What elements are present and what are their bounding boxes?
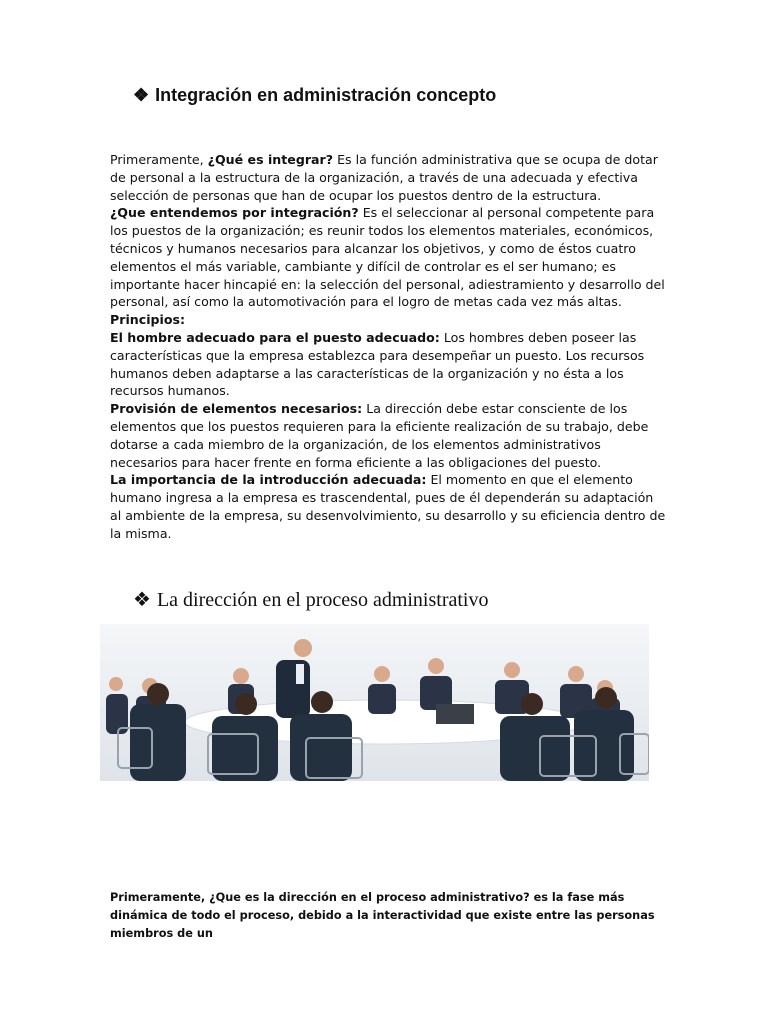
heading-integracion-text: Integración en administración concepto [155, 85, 497, 105]
paragraph-provision [110, 400, 666, 471]
heading-integracion [133, 85, 496, 106]
p4-text: La dirección debe estar consciente de los elementos que los puestos requieren para la eficiente realización de su trabajo, debe dotarse a cada miembro de la organización, de los elementos administrativos necesarios para hacer frente en forma eficiente a las obligaciones del puesto. [110, 401, 649, 470]
p2-bold: ¿Que entendemos por integración? [110, 205, 359, 221]
p1-bold: ¿Qué es integrar? [207, 152, 334, 167]
p3-bold: El hombre adecuado para el puesto adecuado: [110, 329, 440, 345]
paragraph-principios [110, 311, 666, 329]
heading-direccion-text: La dirección en el proceso administrativo [156, 589, 489, 611]
business-meeting-photo [100, 624, 649, 781]
p1-text: Es la función administrativa que se ocupa de dotar de personal a la estructura de la organización, a través de una adecuada y efectiva selección de personas que han de ocupar los puestos dentro de la estructura. [110, 152, 658, 203]
section-integracion-body [110, 151, 666, 543]
diamond-bullet-icon: ❖ [133, 589, 151, 611]
p2-text: Es el seleccionar al personal competente para los puestos de la organización; es reunir todos los elementos materiales, económicos, técnicos y humanos necesarios para alcanzar los objetivos, y como de éstos cuatro elementos el más variable, cambiante y difícil de controlar es el ser humano; es importante hacer hincapié en: la selección del personal, adiestramiento y desarrollo del personal, así como la automotivación para el logro de metas cada vez más altas. [110, 205, 665, 310]
principios-label: Principios: [110, 312, 186, 328]
heading-direccion [133, 587, 488, 612]
paragraph-hombre-adecuado [110, 329, 666, 400]
diamond-bullet-icon: ❖ [133, 85, 150, 105]
section-direccion-body: Primeramente, ¿Que es la dirección en el proceso administrativo? es la fase más dinámica de todo el proceso, debido a la interactividad que existe entre las personas miembros de un [110, 891, 655, 940]
p5-bold: La importancia de la introducción adecuada: [110, 472, 427, 488]
p3-text: Los hombres deben poseer las características que la empresa establezca para desempeñar un puesto. Los recursos humanos deben adaptarse a las características de la organización y no ésta a los recursos humanos. [110, 329, 645, 399]
paragraph-introduccion [110, 471, 666, 542]
p5-text: El momento en que el elemento humano ingresa a la empresa es trascendental, pues de él dependerán su adaptación al ambiente de la empresa, su desenvolvimiento, su desarrollo y su eficiencia dentro de la misma. [110, 472, 666, 541]
p1-intro: Primeramente, [110, 152, 208, 167]
p4-bold: Provisión de elementos necesarios: [110, 401, 363, 417]
paragraph-que-es-integrar [110, 151, 666, 204]
paragraph-que-entendemos [110, 204, 666, 311]
